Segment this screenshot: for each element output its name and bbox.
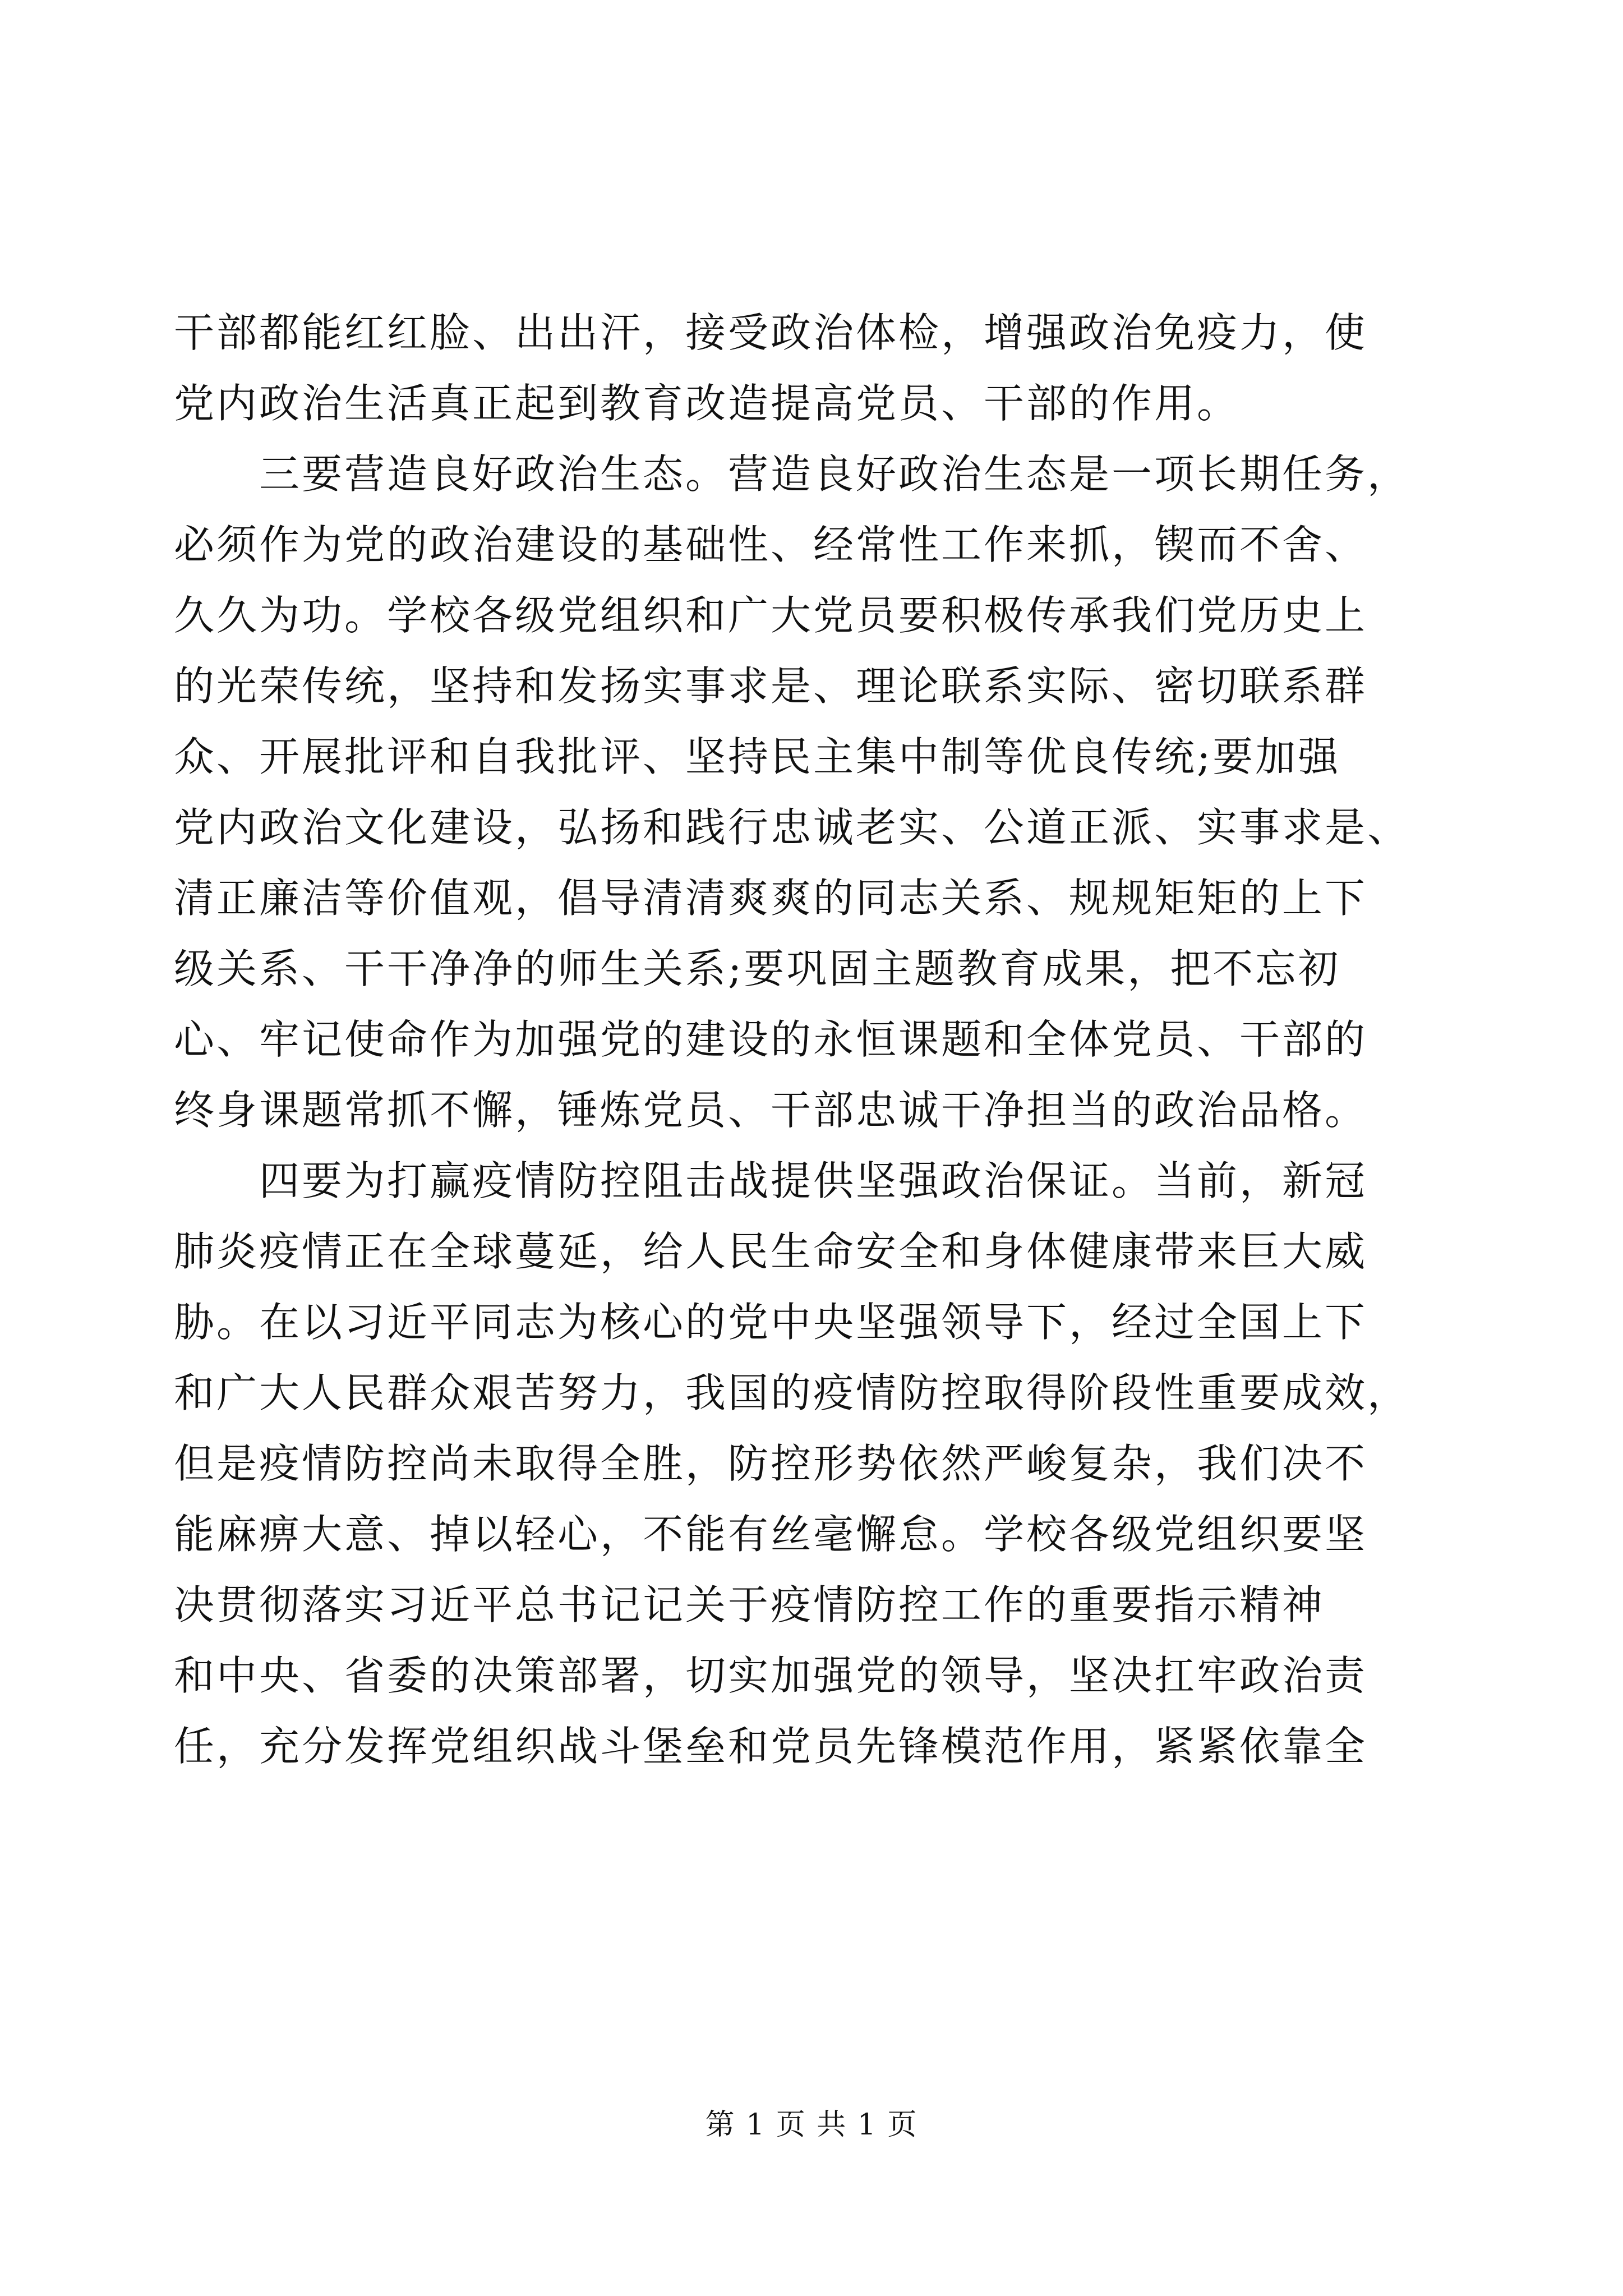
- text-line: 党内政治文化建设，弘扬和践行忠诚老实、公道正派、实事求是、: [174, 804, 1410, 851]
- text-line: 和中央、省委的决策部署，切实加强党的领导，坚决扛牢政治责: [174, 1652, 1368, 1699]
- text-line: 级关系、干干净净的师生关系;要巩固主题教育成果，把不忘初: [174, 945, 1341, 992]
- text-line: 任，充分发挥党组织战斗堡垒和党员先锋模范作用，紧紧依靠全: [174, 1723, 1368, 1770]
- document-body: [174, 297, 1464, 1782]
- paragraph-start-line: 三要营造良好政治生态。营造良好政治生态是一项长期任务，: [259, 450, 1410, 498]
- text-line: 的光荣传统，坚持和发扬实事求是、理论联系实际、密切联系群: [174, 662, 1368, 710]
- page-number-footer: 第 1 页 共 1 页: [705, 2108, 918, 2142]
- text-line: 能麻痹大意、掉以轻心，不能有丝毫懈怠。学校各级党组织要坚: [174, 1511, 1368, 1558]
- text-line: 终身课题常抓不懈，锤炼党员、干部忠诚干净担当的政治品格。: [174, 1087, 1368, 1134]
- text-line: 必须作为党的政治建设的基础性、经常性工作来抓，锲而不舍、: [174, 521, 1368, 568]
- text-line: 心、牢记使命作为加强党的建设的永恒课题和全体党员、干部的: [174, 1016, 1368, 1063]
- text-line: 众、开展批评和自我批评、坚持民主集中制等优良传统;要加强: [174, 733, 1341, 780]
- text-line: 胁。在以习近平同志为核心的党中央坚强领导下，经过全国上下: [174, 1299, 1368, 1346]
- text-line: 和广大人民群众艰苦努力，我国的疫情防控取得阶段性重要成效，: [174, 1369, 1410, 1416]
- text-line: 久久为功。学校各级党组织和广大党员要积极传承我们党历史上: [174, 592, 1368, 639]
- text-line: 决贯彻落实习近平总书记记关于疫情防控工作的重要指示精神: [174, 1581, 1325, 1628]
- text-line: 肺炎疫情正在全球蔓延，给人民生命安全和身体健康带来巨大威: [174, 1228, 1368, 1275]
- text-line: 但是疫情防控尚未取得全胜，防控形势依然严峻复杂，我们决不: [174, 1440, 1368, 1487]
- text-line: 清正廉洁等价值观，倡导清清爽爽的同志关系、规规矩矩的上下: [174, 875, 1368, 922]
- text-line: 干部都能红红脸、出出汗，接受政治体检，增强政治免疫力，使: [174, 309, 1368, 356]
- paragraph-start-line: 四要为打赢疫情防控阻击战提供坚强政治保证。当前，新冠: [259, 1157, 1368, 1204]
- text-line: 党内政治生活真正起到教育改造提高党员、干部的作用。: [174, 380, 1240, 427]
